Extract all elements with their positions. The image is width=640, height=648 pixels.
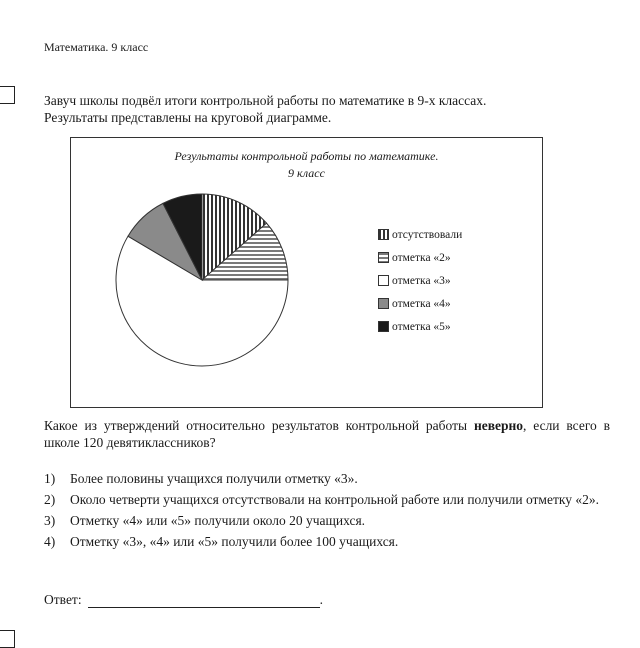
question-part-2: , если всего в школе 120 девятиклассников? <box>44 418 610 450</box>
legend-item <box>378 226 538 243</box>
legend-swatch <box>378 298 389 309</box>
legend-item <box>378 318 538 335</box>
legend-label: отметка «2» <box>392 251 451 264</box>
pie-chart-frame <box>70 137 543 408</box>
question-part-1: Какое из утверждений относительно результатов контрольной работы <box>44 418 468 433</box>
option-text: Отметку «3», «4» или «5» получили более 100 учащихся. <box>70 534 399 549</box>
legend-label: отметка «5» <box>392 320 451 333</box>
question-text <box>44 417 610 451</box>
answer-field[interactable] <box>88 593 320 608</box>
option-item <box>44 470 604 487</box>
legend-item <box>378 249 538 266</box>
task-number-box <box>0 86 15 104</box>
option-item <box>44 533 604 550</box>
question-emphasis: неверно <box>473 418 524 433</box>
chart-subtitle: 9 класс <box>288 166 325 180</box>
legend-label: отсутствовали <box>392 228 463 241</box>
option-number: 4) <box>44 534 56 549</box>
answer-row <box>44 592 323 608</box>
legend-item <box>378 295 538 312</box>
task-line-2: Результаты представлены на круговой диаграмме. <box>44 110 332 125</box>
legend-swatch <box>378 275 389 286</box>
option-item <box>44 491 604 508</box>
legend-swatch <box>378 252 389 263</box>
legend-label: отметка «4» <box>392 297 451 310</box>
legend-item <box>378 272 538 289</box>
option-number: 1) <box>44 471 56 486</box>
legend-label: отметка «3» <box>392 274 451 287</box>
legend-swatch <box>378 229 389 240</box>
chart-title: Результаты контрольной работы по математике. <box>174 149 439 163</box>
task-line-1: Завуч школы подвёл итоги контрольной работы по математике в 9-х классах. <box>44 93 487 108</box>
task-text <box>44 92 610 126</box>
option-number: 2) <box>44 492 56 507</box>
chart-legend <box>378 226 538 341</box>
answer-options <box>44 470 604 554</box>
pie-slices <box>116 194 288 366</box>
option-text: Более половины учащихся получили отметку «3». <box>70 471 358 486</box>
next-task-number-box <box>0 630 15 648</box>
page-header: Математика. 9 класс <box>44 40 149 54</box>
legend-swatch <box>378 321 389 332</box>
option-text: Около четверти учащихся отсутствовали на контрольной работе или получили отметку «2». <box>70 492 599 507</box>
answer-label: Ответ: <box>44 592 82 607</box>
option-item <box>44 512 604 529</box>
option-text: Отметку «4» или «5» получили около 20 учащихся. <box>70 513 366 528</box>
option-number: 3) <box>44 513 56 528</box>
answer-end: . <box>319 592 323 607</box>
